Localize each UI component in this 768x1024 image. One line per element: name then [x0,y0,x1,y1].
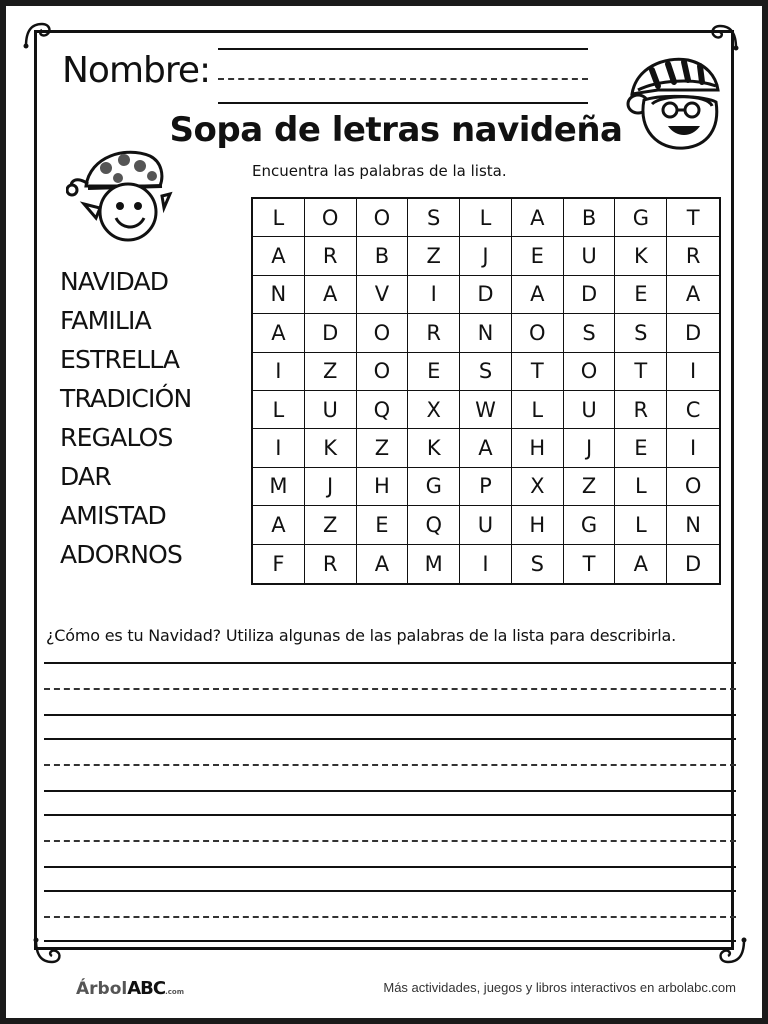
name-field[interactable] [218,40,588,104]
grid-cell[interactable]: G [615,199,667,237]
grid-cell[interactable]: P [460,468,512,506]
grid-cell[interactable]: R [615,391,667,429]
grid-cell[interactable]: N [460,314,512,352]
grid-cell[interactable]: A [253,237,305,275]
grid-cell[interactable]: T [512,353,564,391]
grid-cell[interactable]: U [460,506,512,544]
grid-cell[interactable]: H [512,429,564,467]
grid-cell[interactable]: K [305,429,357,467]
grid-cell[interactable]: S [408,199,460,237]
grid-cell[interactable]: I [253,429,305,467]
grid-cell[interactable]: U [564,237,616,275]
grid-cell[interactable]: G [564,506,616,544]
logo-abc: ABC [127,978,166,999]
grid-cell[interactable]: L [615,468,667,506]
grid-cell[interactable]: O [357,314,409,352]
grid-cell[interactable]: J [460,237,512,275]
grid-cell[interactable]: J [564,429,616,467]
footer-text: Más actividades, juegos y libros interactivos en arbolabc.com [383,980,736,995]
grid-cell[interactable]: H [357,468,409,506]
grid-cell[interactable]: E [615,429,667,467]
grid-cell[interactable]: L [512,391,564,429]
word-list-item: REGALOS [60,423,173,452]
grid-cell[interactable]: L [253,391,305,429]
grid-cell[interactable]: Q [408,506,460,544]
grid-cell[interactable]: E [615,276,667,314]
grid-cell[interactable]: U [564,391,616,429]
grid-cell[interactable]: A [615,545,667,583]
grid-cell[interactable]: Q [357,391,409,429]
grid-cell[interactable]: A [512,276,564,314]
grid-cell[interactable]: T [564,545,616,583]
grid-cell[interactable]: U [305,391,357,429]
logo-prefix: Árbol [76,979,128,999]
word-list-item: ADORNOS [60,540,183,569]
grid-cell[interactable]: L [615,506,667,544]
word-list-item: FAMILIA [60,306,151,335]
grid-cell[interactable]: K [408,429,460,467]
grid-cell[interactable]: Z [305,506,357,544]
grid-cell[interactable]: O [667,468,719,506]
grid-cell[interactable]: S [512,545,564,583]
page-title: Sopa de letras navideña [169,110,623,150]
grid-cell[interactable]: A [253,314,305,352]
grid-cell[interactable]: R [408,314,460,352]
grid-cell[interactable]: Z [305,353,357,391]
logo-suffix: .com [165,988,185,996]
santa-icon [618,50,726,154]
grid-cell[interactable]: I [667,429,719,467]
grid-cell[interactable]: I [667,353,719,391]
grid-cell[interactable]: O [512,314,564,352]
grid-cell[interactable]: S [564,314,616,352]
grid-cell[interactable]: Z [408,237,460,275]
grid-cell[interactable]: O [357,199,409,237]
grid-cell[interactable]: D [305,314,357,352]
swirl-icon [20,16,56,52]
grid-cell[interactable]: A [460,429,512,467]
grid-cell[interactable]: B [357,237,409,275]
grid-cell[interactable]: R [667,237,719,275]
grid-cell[interactable]: J [305,468,357,506]
grid-cell[interactable]: A [357,545,409,583]
grid-cell[interactable]: A [512,199,564,237]
grid-cell[interactable]: E [512,237,564,275]
instruction-text: Encuentra las palabras de la lista. [252,162,507,180]
grid-cell[interactable]: S [615,314,667,352]
writing-prompt: ¿Cómo es tu Navidad? Utiliza algunas de las palabras de la lista para describirla. [46,626,677,645]
swirl-icon [706,18,742,54]
grid-cell[interactable]: O [305,199,357,237]
grid-cell[interactable]: K [615,237,667,275]
grid-cell[interactable]: A [667,276,719,314]
word-list-item: ESTRELLA [60,345,180,374]
grid-cell[interactable]: W [460,391,512,429]
grid-cell[interactable]: L [253,199,305,237]
grid-cell[interactable]: R [305,237,357,275]
arbolabc-logo [76,978,184,999]
grid-cell[interactable]: H [512,506,564,544]
word-list [60,262,230,574]
grid-cell[interactable]: Z [357,429,409,467]
grid-cell[interactable]: D [685,551,702,576]
grid-cell[interactable]: Z [564,468,616,506]
grid-cell[interactable]: I [408,276,460,314]
grid-cell[interactable]: I [253,353,305,391]
grid-cell[interactable]: T [615,353,667,391]
worksheet-page [6,6,762,1018]
grid-cell[interactable]: N [667,506,719,544]
grid-cell[interactable]: N [253,276,305,314]
grid-cell[interactable]: X [408,391,460,429]
grid-cell[interactable]: M [253,468,305,506]
grid-cell[interactable]: C [667,391,719,429]
grid-cell[interactable]: M [408,545,460,583]
grid-cell[interactable]: B [564,199,616,237]
word-list-item: AMISTAD [60,501,166,530]
writing-area[interactable] [44,654,736,944]
grid-cell[interactable]: O [564,353,616,391]
grid-cell[interactable]: E [408,353,460,391]
grid-cell[interactable]: A [305,276,357,314]
grid-cell[interactable]: O [357,353,409,391]
grid-cell[interactable]: A [253,506,305,544]
grid-cell[interactable]: V [357,276,409,314]
grid-cell[interactable]: L [460,199,512,237]
grid-cell[interactable]: D [460,276,512,314]
grid-cell[interactable]: E [357,506,409,544]
word-search-grid[interactable] [251,197,721,585]
grid-cell[interactable]: I [460,545,512,583]
word-list-item: TRADICIÓN [60,384,192,413]
grid-cell[interactable]: D [564,276,616,314]
grid-cell[interactable]: R [305,545,357,583]
grid-cell[interactable]: G [408,468,460,506]
grid-cell[interactable]: X [512,468,564,506]
grid-cell[interactable]: T [667,199,719,237]
grid-cell[interactable]: D [667,314,719,352]
grid-cell[interactable]: S [460,353,512,391]
grid-cell[interactable]: F [253,545,305,583]
word-list-item: NAVIDAD [60,267,169,296]
elf-icon [66,146,176,246]
word-list-item: DAR [60,462,111,491]
name-label: Nombre: [62,50,211,91]
